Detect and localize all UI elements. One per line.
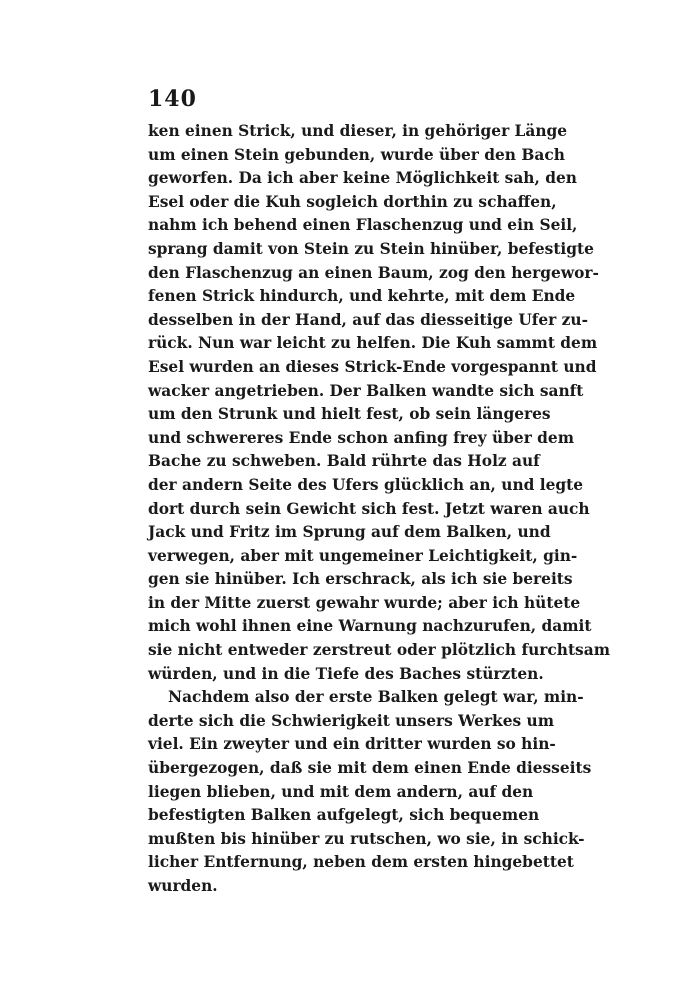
text-line: derte sich die Schwierigkeit unsers Werkes um — [148, 711, 555, 730]
text-line: befestigten Balken aufgelegt, sich bequemen — [148, 806, 540, 825]
text-line: liegen blieben, und mit dem andern, auf den — [148, 782, 534, 801]
text-line: wurden. — [148, 877, 218, 895]
text-line: mußten bis hinüber zu rutschen, wo sie, in schick- — [148, 829, 585, 848]
text-line: übergezogen, daß sie mit dem einen Ende diesseits — [148, 759, 592, 778]
body-text — [148, 120, 610, 899]
text-line: und schwereres Ende schon anfing frey über dem — [148, 428, 574, 447]
text-line: sprang damit von Stein zu Stein hinüber, befestigte — [148, 239, 594, 258]
text-line: viel. Ein zweyter und ein dritter wurden so hin- — [148, 735, 556, 754]
text-line: nahm ich behend einen Flaschenzug und ein Seil, — [148, 216, 578, 235]
text-line: verwegen, aber mit ungemeiner Leichtigkeit, gin- — [148, 546, 578, 565]
text-line: ken einen Strick, und dieser, in gehöriger Länge — [148, 122, 568, 140]
text-line: Esel oder die Kuh sogleich dorthin zu schaffen, — [148, 192, 557, 211]
text-line: geworfen. Da ich aber keine Möglichkeit sah, den — [148, 169, 577, 188]
text-line: rück. Nun war leicht zu helfen. Die Kuh sammt dem — [148, 334, 598, 353]
text-line: würden, und in die Tiefe des Baches stürzten. — [148, 664, 544, 683]
text-line: mich wohl ihnen eine Warnung nachzurufen, damit — [148, 617, 592, 636]
paragraph-start-line: Nachdem also der erste Balken gelegt war, min- — [168, 688, 584, 707]
text-line: gen sie hinüber. Ich erschrack, als ich sie bereits — [148, 570, 573, 589]
text-line: um einen Stein gebunden, wurde über den Bach — [148, 145, 565, 164]
text-line: um den Strunk und hielt fest, ob sein längeres — [148, 405, 551, 424]
text-line: Jack und Fritz im Sprung auf dem Balken, und — [148, 523, 551, 542]
text-line: Bache zu schweben. Bald rührte das Holz auf — [148, 452, 540, 471]
text-line: wacker angetrieben. Der Balken wandte sich sanft — [148, 381, 584, 400]
text-line: der andern Seite des Ufers glücklich an, und legte — [148, 475, 584, 494]
text-line: desselben in der Hand, auf das diesseitige Ufer zu- — [148, 310, 588, 329]
page-number: 140 — [148, 86, 197, 112]
text-line: sie nicht entweder zerstreut oder plötzlich furchtsam — [148, 641, 610, 660]
text-line: den Flaschenzug an einen Baum, zog den hergewor- — [148, 263, 599, 282]
text-line: in der Mitte zuerst gewahr wurde; aber ich hütete — [148, 593, 581, 612]
text-line: Esel wurden an dieses Strick-Ende vorgespannt und — [148, 357, 597, 376]
text-line: licher Entfernung, neben dem ersten hingebettet — [148, 853, 574, 872]
text-line: dort durch sein Gewicht sich fest. Jetzt waren auch — [148, 499, 590, 518]
text-line: fenen Strick hindurch, und kehrte, mit dem Ende — [148, 287, 576, 306]
